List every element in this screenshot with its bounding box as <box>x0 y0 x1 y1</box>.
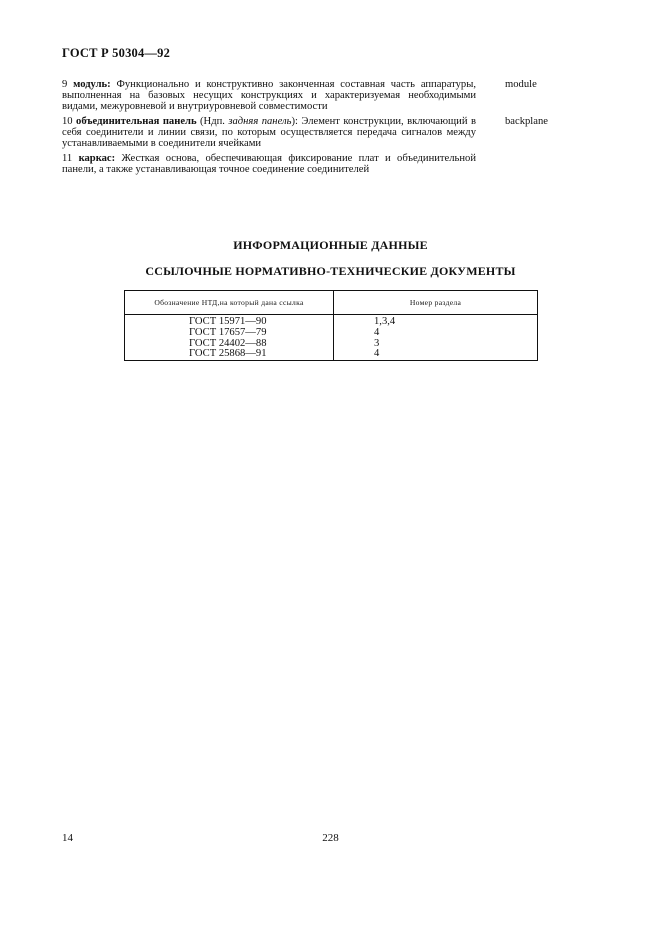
term-english-9: module <box>505 79 537 90</box>
page-number-center: 228 <box>322 832 339 844</box>
column-header-document: Обозначение НТД,на который дана ссылка <box>125 291 334 315</box>
table-header-row <box>125 291 538 315</box>
cell-section: 4 <box>334 328 538 339</box>
table-row <box>125 315 538 328</box>
cell-section: 1,3,4 <box>334 315 538 328</box>
term-entry-11 <box>62 153 476 175</box>
term-note-italic: задняя панель <box>228 116 292 127</box>
term-definition: Жесткая основа, обеспечивающая фиксирование плат и объединительной панели, а также устанавливающая точное соединение соединителей <box>62 153 477 176</box>
term-english-10: backplane <box>505 116 548 127</box>
term-name: объединительная панель <box>76 116 197 127</box>
cell-document: ГОСТ 17657—79 <box>125 328 334 339</box>
term-definition: Элемент конструкции, включающий в себя соединители и линии связи, по которым осуществляется передача сигналов между устанавливаемыми в соединители ячейками <box>62 116 476 150</box>
cell-section: 3 <box>334 339 538 350</box>
table-row <box>125 328 538 339</box>
page-number-left: 14 <box>62 832 73 844</box>
term-note-close: ): <box>291 116 298 127</box>
term-number: 11 <box>62 153 73 164</box>
references-table <box>124 290 538 361</box>
document-header: ГОСТ Р 50304—92 <box>62 46 171 60</box>
column-header-section: Номер раздела <box>334 291 538 315</box>
term-number: 9 <box>62 79 68 90</box>
cell-document: ГОСТ 15971—90 <box>125 315 334 328</box>
term-definition: Функционально и конструктивно законченная составная часть аппаратуры, выполненная на базовых несущих конструкциях и характеризуемая необходимыми видами, межуровневой и внутриуровневой совместимости <box>62 79 476 113</box>
cell-section: 4 <box>334 349 538 360</box>
refs-heading: ССЫЛОЧНЫЕ НОРМАТИВНО-ТЕХНИЧЕСКИЕ ДОКУМЕНТЫ <box>145 264 516 278</box>
term-number: 10 <box>62 116 73 127</box>
table-row <box>125 339 538 350</box>
term-entry-10 <box>62 116 476 150</box>
cell-document: ГОСТ 24402—88 <box>125 339 334 350</box>
term-name: каркас: <box>78 153 116 164</box>
cell-document: ГОСТ 25868—91 <box>125 349 334 360</box>
term-name: модуль: <box>73 79 111 90</box>
table-row <box>125 349 538 360</box>
term-entry-9 <box>62 79 476 113</box>
info-heading: ИНФОРМАЦИОННЫЕ ДАННЫЕ <box>233 238 428 252</box>
term-note-open: (Ндп. <box>200 116 225 127</box>
